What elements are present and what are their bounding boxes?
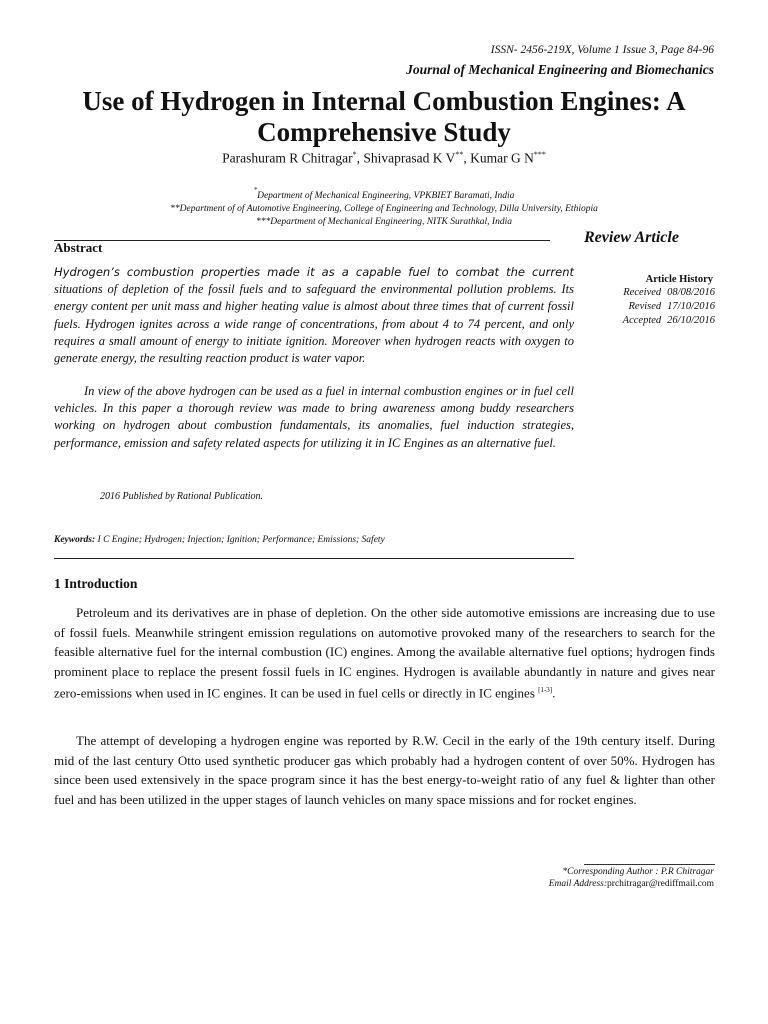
abstract-first-line: Hydrogen’s combustion properties made it as a capable fuel to combat the current	[54, 265, 574, 279]
introduction-paragraph-1	[54, 603, 715, 703]
affiliation-mark: *	[253, 186, 258, 194]
paper-title	[40, 86, 728, 148]
history-date: 17/10/2016	[667, 301, 715, 312]
keywords-list: I C Engine; Hydrogen; Injection; Ignition; Performance; Emissions; Safety	[95, 535, 385, 545]
publication-note: 2016 Published by Rational Publication.	[100, 491, 264, 502]
abstract-paragraph-1	[54, 264, 574, 367]
author-separator: ,	[356, 150, 364, 166]
author-name: Kumar G N	[470, 150, 534, 166]
affiliation-2: **Department of of Automotive Engineering, College of Engineering and Technology, Dilla University, Ethiopia	[170, 204, 598, 214]
abstract-heading: Abstract	[54, 240, 103, 255]
abstract-p1-rest: situations of depletion of the fossil fuels and to safeguard the environmental pollution problems. Its energy content per unit mass and higher heating value is almost about three times that of current fossil fuels. Hydrogen ignites across a wide range of concentrations, from about 4 to 74 percent, and only requires a small amount of energy to initiate ignition. Moreover when hydrogen reacts with oxygen to generate energy, the resulting reaction product is water vapor.	[54, 282, 574, 366]
author-name: Parashuram R Chitragar	[222, 150, 353, 166]
intro-p1-text: Petroleum and its derivatives are in phase of depletion. On the other side automotive emissions are increasing due to use of fossil fuels. Meanwhile stringent emission regulations on automotive provoked many of the researchers to search for the feasible alternative fuel for the internal combustion (IC) engines. Among the available alternative fuel options; hydrogen finds prominent place to replace the present fossil fuels in IC engines. Hydrogen is available abundantly in nature and gives near zero-emissions when used in IC engines. It can be used in fuel cells or directly in IC engines	[54, 605, 715, 701]
journal-name: Journal of Mechanical Engineering and Biomechanics	[406, 62, 714, 77]
author-list	[40, 150, 728, 167]
author-name: Shivaprasad K V	[363, 150, 456, 166]
history-date: 26/10/2016	[667, 315, 715, 326]
history-row	[600, 300, 715, 314]
article-type-label: Review Article	[584, 229, 679, 246]
author-mark: *	[352, 150, 357, 159]
corresponding-email	[549, 879, 714, 889]
issn-line: ISSN- 2456-219X, Volume 1 Issue 3, Page 84-96	[490, 44, 714, 56]
title-line-2: Comprehensive Study	[257, 117, 511, 147]
history-row	[600, 314, 715, 328]
section-heading-introduction: 1 Introduction	[54, 576, 138, 591]
abstract-paragraph-2: In view of the above hydrogen can be used as a fuel in internal combustion engines or in fuel cell vehicles. In this paper a thorough review was made to bring awareness among buddy researchers working on hydrogen about combustion fundamentals, its anomalies, fuel induction strategies, performance, emission and safety related aspects for utilizing it in IC Engines as an alternative fuel.	[54, 384, 574, 450]
email-label: Email Address:	[548, 879, 608, 889]
affiliation-1	[40, 186, 728, 201]
affiliation-text: Department of Mechanical Engineering, VPKBIET Baramati, India	[257, 191, 515, 201]
abstract-top-rule	[54, 240, 550, 241]
intro-p1-end: .	[552, 685, 556, 701]
history-label: Revised	[628, 301, 662, 312]
introduction-paragraph-2: The attempt of developing a hydrogen engine was reported by R.W. Cecil in the early of the 19th century itself. During mid of the last century Otto used synthetic producer gas which probably had a hydrogen content of over 50%. Hydrogen has since been used extensively in the space program since it has the best energy-to-weight ratio of any fuel & lighter than other fuel and has been utilized in the upper stages of launch vehicles on many space missions and for rocket engines.	[54, 733, 715, 807]
citation: [1-3]	[538, 686, 553, 695]
affiliation-3: ***Department of Mechanical Engineering, NITK Surathkal, India	[256, 217, 512, 227]
author-mark: ***	[533, 150, 546, 159]
keywords-label: Keywords:	[54, 535, 96, 545]
history-label: Received	[623, 287, 662, 298]
email-address: prchitragar@rediffmail.com	[607, 879, 714, 889]
history-row	[600, 286, 715, 300]
article-history	[600, 274, 715, 328]
author-mark: **	[455, 150, 464, 159]
history-date: 08/08/2016	[667, 287, 715, 298]
article-history-title: Article History	[645, 274, 713, 285]
history-label: Accepted	[622, 315, 662, 326]
corresponding-author: *Corresponding Author : P.R Chitragar	[562, 867, 714, 877]
footnote-rule	[584, 864, 715, 865]
abstract-bottom-rule	[54, 558, 574, 559]
keywords	[54, 535, 385, 545]
author-separator: ,	[463, 150, 471, 166]
title-line-1: Use of Hydrogen in Internal Combustion Engines: A	[82, 86, 686, 116]
